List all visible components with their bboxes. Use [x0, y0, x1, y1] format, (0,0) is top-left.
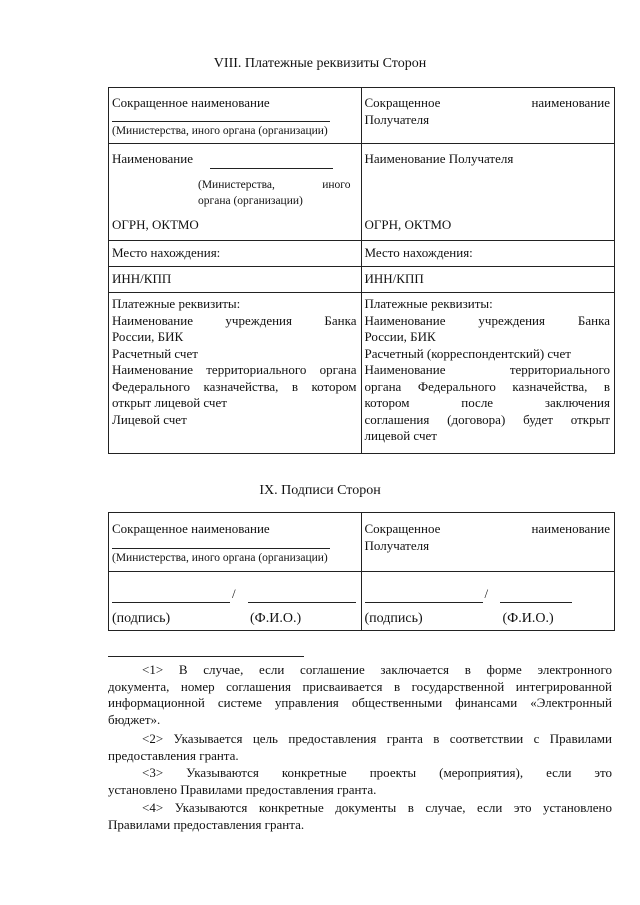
bank-details-line: органа Федерального казначейства, в [364, 378, 610, 394]
table-row [109, 143, 614, 240]
recipient-short-name-label-2: наименование [531, 521, 610, 536]
bank-details-line: Платежные реквизиты: [112, 296, 241, 311]
recipient-short-name-label: Сокращенное [364, 521, 441, 536]
ministry-short-name-cell [109, 88, 362, 143]
signature-caption: (подпись) [112, 610, 171, 626]
signatures-table [108, 512, 615, 631]
ministry-short-name-label: Сокращенное наименование [112, 521, 270, 536]
recipient-short-name-cell [362, 88, 615, 143]
ministry-inn-cell: ИНН/КПП [109, 267, 362, 292]
signature-caption: (подпись) [364, 610, 423, 626]
footnote-text: Правилами предоставления гранта. [108, 816, 305, 832]
recipient-inn-cell: ИНН/КПП [364, 271, 424, 286]
fio-caption: (Ф.И.О.) [502, 610, 554, 626]
bank-details-line: Расчетный (корреспондентский) счет [364, 345, 571, 361]
signature-line [112, 585, 230, 603]
bank-details-line: котором после заключения [364, 395, 610, 410]
footnote-text: документа, номер соглашения присваивается в государственной интегрированной информационной системе управления общественными финансами «Электронный бюджет». [108, 678, 612, 727]
footnote-1 [108, 662, 612, 728]
bank-details-line: Расчетный счет [112, 345, 198, 361]
footnote-text: <3> Указываются конкретные проекты (мероприятия), если это [142, 765, 612, 780]
bank-details-line: Наименование территориального [364, 362, 610, 377]
ministry-ogrn-label: ОГРН, ОКТМО [112, 217, 199, 232]
recipient-short-name-label: Сокращенное [364, 95, 441, 110]
recipient-short-name-label-2: наименование [531, 95, 610, 110]
bank-details-line: Платежные реквизиты: [364, 296, 493, 311]
ministry-name-hint: (Министерства, [198, 178, 275, 191]
bank-details-line: открыт лицевой счет [112, 395, 227, 410]
ministry-name-hint-2: иного [322, 178, 351, 191]
footnote-2 [108, 731, 612, 764]
ministry-signature-cell [109, 572, 362, 630]
ministry-short-name-cell [109, 513, 362, 571]
recipient-short-name-label-3: Получателя [364, 111, 430, 127]
footnote-separator [108, 656, 304, 657]
blank-line [210, 151, 333, 169]
recipient-short-name-label-3: Получателя [364, 537, 430, 553]
bank-details-line: Наименование учреждения Банка [364, 312, 610, 328]
ministry-address-cell: Место нахождения: [109, 241, 362, 266]
section-8-title: VIII. Платежные реквизиты Сторон [213, 56, 427, 71]
ministry-name-label: Наименование [112, 151, 193, 166]
recipient-address-cell: Место нахождения: [364, 245, 473, 260]
name-line [248, 585, 356, 603]
table-row [109, 88, 614, 143]
bank-details-line: Наименование учреждения Банка [112, 312, 357, 328]
ministry-short-name-hint: (Министерства, иного органа (организации) [112, 551, 328, 564]
recipient-short-name-cell [362, 513, 615, 571]
ministry-name-hint-3: органа (организации) [198, 195, 303, 207]
recipient-name-cell [362, 144, 615, 240]
section-9-title: IX. Подписи Сторон [259, 483, 381, 498]
ministry-name-cell [109, 144, 362, 240]
recipient-ogrn-label: ОГРН, ОКТМО [364, 217, 452, 232]
bank-details-line: Наименование территориального органа [112, 362, 357, 377]
bank-details-line: Федерального казначейства, в котором [112, 378, 357, 394]
footnote-text: <1> В случае, если соглашение заключается в форме электронного [142, 662, 612, 677]
bank-details-line: Лицевой счет [112, 411, 187, 427]
signature-line [365, 585, 483, 603]
footnote-text: <2> Указывается цель предоставления гранта в соответствии с Правилами [142, 731, 612, 746]
table-row [109, 292, 614, 453]
bank-details-line: соглашения (договора) будет открыт [364, 411, 610, 427]
payment-details-table [108, 87, 615, 454]
recipient-name-label: Наименование Получателя [364, 151, 514, 166]
ministry-short-name-hint: (Министерства, иного органа (организации) [112, 124, 328, 137]
recipient-signature-cell [362, 572, 615, 630]
table-row [109, 513, 614, 571]
table-row [109, 240, 614, 266]
footnote-3 [108, 765, 612, 798]
name-line [500, 585, 572, 603]
table-row [109, 571, 614, 630]
footnote-text: <4> Указываются конкретные документы в случае, если это установлено [142, 800, 612, 815]
ministry-bank-details-cell [109, 293, 362, 453]
footnote-text: установлено Правилами предоставления гранта. [108, 781, 377, 797]
fio-caption: (Ф.И.О.) [250, 610, 302, 626]
footnote-4 [108, 800, 612, 833]
blank-line [112, 121, 330, 122]
table-row [109, 266, 614, 292]
bank-details-line: лицевой счет [364, 428, 437, 443]
slash-separator: / [484, 586, 489, 601]
ministry-short-name-label: Сокращенное наименование [112, 95, 270, 110]
blank-line [112, 548, 330, 549]
footnote-text: предоставления гранта. [108, 747, 239, 763]
bank-details-line: России, БИК [364, 329, 436, 344]
bank-details-line: России, БИК [112, 329, 184, 344]
recipient-bank-details-cell [362, 293, 615, 453]
slash-separator: / [232, 586, 236, 601]
